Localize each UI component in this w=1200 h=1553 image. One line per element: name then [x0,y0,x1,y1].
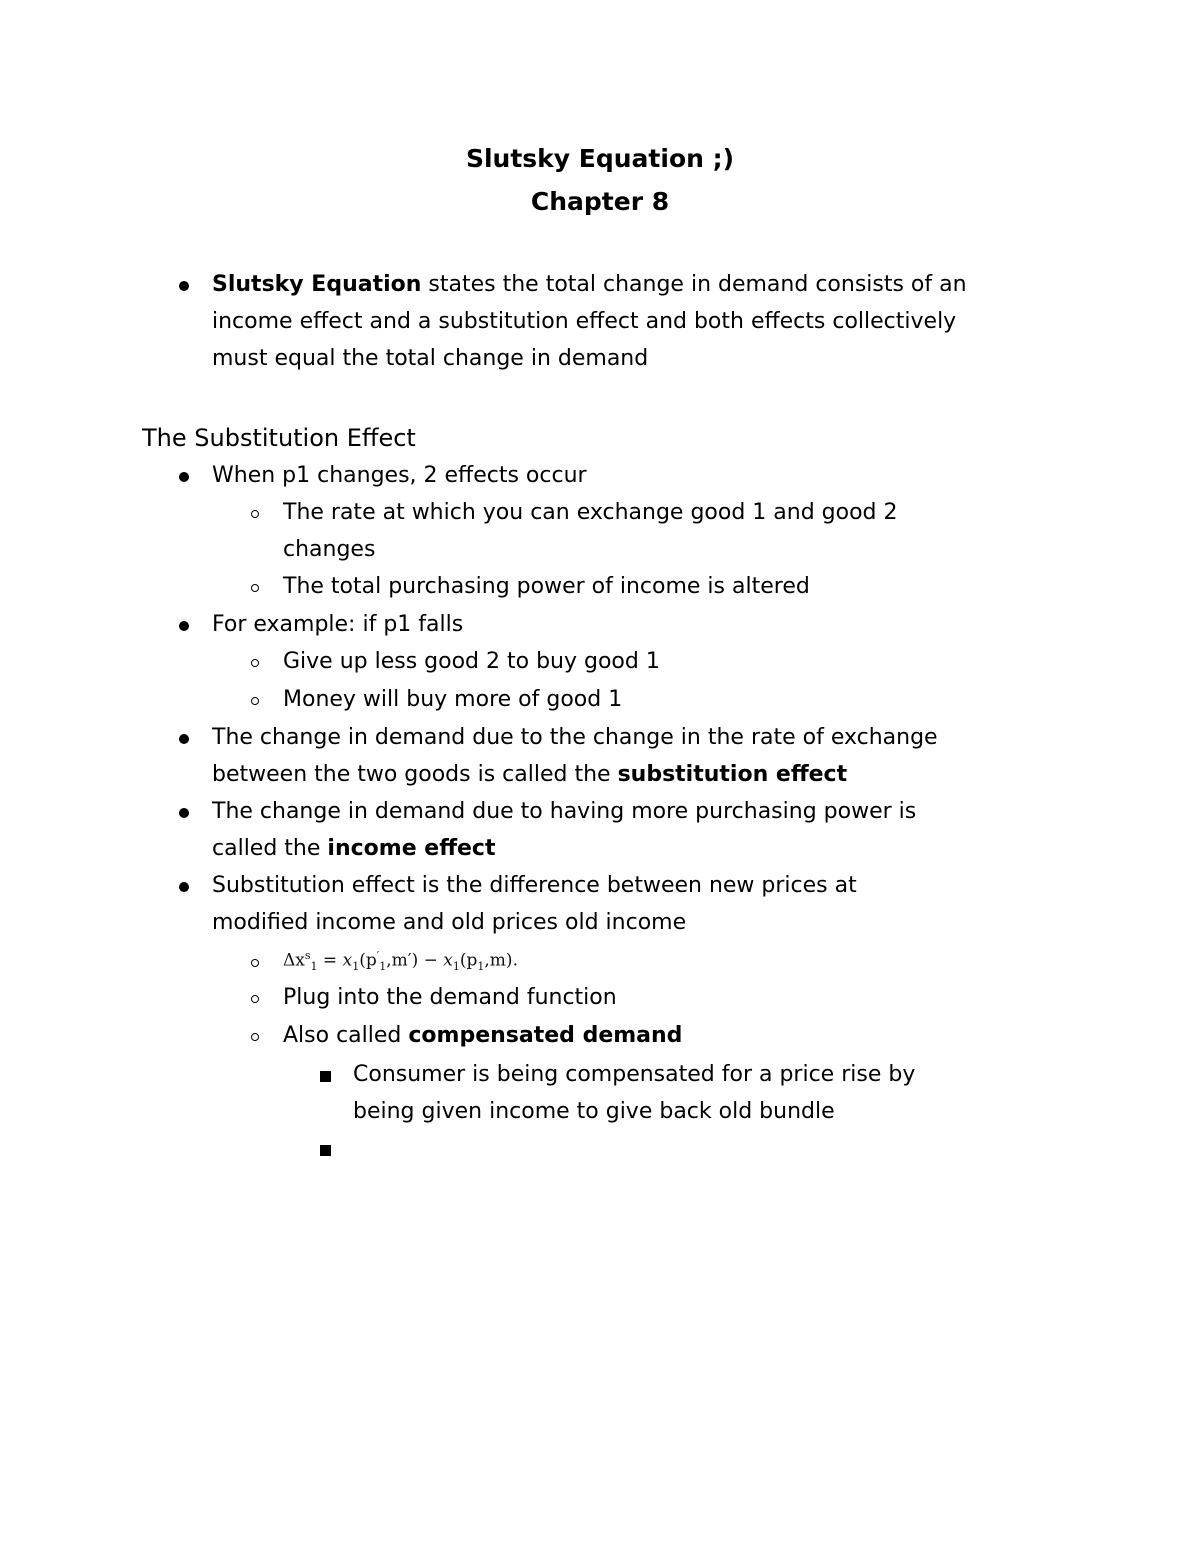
document-title: Slutsky Equation ;) [465,144,735,173]
substitution-effect-term: substitution effect [617,762,848,787]
square-bullet-icon [320,1071,331,1082]
list-item: The change in demand due to having more purchasing power is [212,799,917,824]
list-item-continuation: being given income to give back old bundle [353,1099,835,1124]
intro-line-3: must equal the total change in demand [212,346,649,371]
compensated-demand-term: compensated demand [408,1023,683,1048]
hollow-bullet-icon [251,584,259,592]
chapter-title: Chapter 8 [530,187,670,216]
bullet-icon [179,882,189,892]
list-item-continuation: between the two goods is called the substitution effect [212,762,848,787]
list-item: Give up less good 2 to buy good 1 [283,649,660,674]
list-item: Plug into the demand function [283,985,617,1010]
hollow-bullet-icon [251,510,259,518]
substitution-effect-formula: $\Delta x^s_1 = x_1(p'_1,m') - x_1(p_1,m)$. [283,949,518,974]
list-item-continuation: called the income effect [212,836,496,861]
list-item: The change in demand due to the change in the rate of exchange [212,725,938,750]
hollow-bullet-icon [251,959,259,967]
intro-line-1: Slutsky Equation states the total change in demand consists of an [212,272,967,297]
bullet-icon [179,281,189,291]
list-item: The rate at which you can exchange good 1 and good 2 [283,500,898,525]
section-heading: The Substitution Effect [142,424,416,452]
square-bullet-icon [320,1145,331,1156]
list-item-continuation: changes [283,537,376,562]
intro-term: Slutsky Equation [212,272,422,297]
hollow-bullet-icon [251,995,259,1003]
bullet-icon [179,808,189,818]
list-item: Money will buy more of good 1 [283,687,623,712]
list-item: Also called compensated demand [283,1023,683,1048]
bullet-icon [179,621,189,631]
list-item: Substitution effect is the difference between new prices at [212,873,857,898]
list-item: Consumer is being compensated for a price rise by [353,1062,916,1087]
hollow-bullet-icon [251,1033,259,1041]
bullet-icon [179,734,189,744]
hollow-bullet-icon [251,659,259,667]
bullet-icon [179,472,189,482]
hollow-bullet-icon [251,697,259,705]
list-item: The total purchasing power of income is altered [283,574,810,599]
list-item: For example: if p1 falls [212,612,464,637]
list-item-continuation: modified income and old prices old income [212,910,687,935]
list-item: When p1 changes, 2 effects occur [212,463,587,488]
intro-line-2: income effect and a substitution effect and both effects collectively [212,309,957,334]
income-effect-term: income effect [327,836,496,861]
